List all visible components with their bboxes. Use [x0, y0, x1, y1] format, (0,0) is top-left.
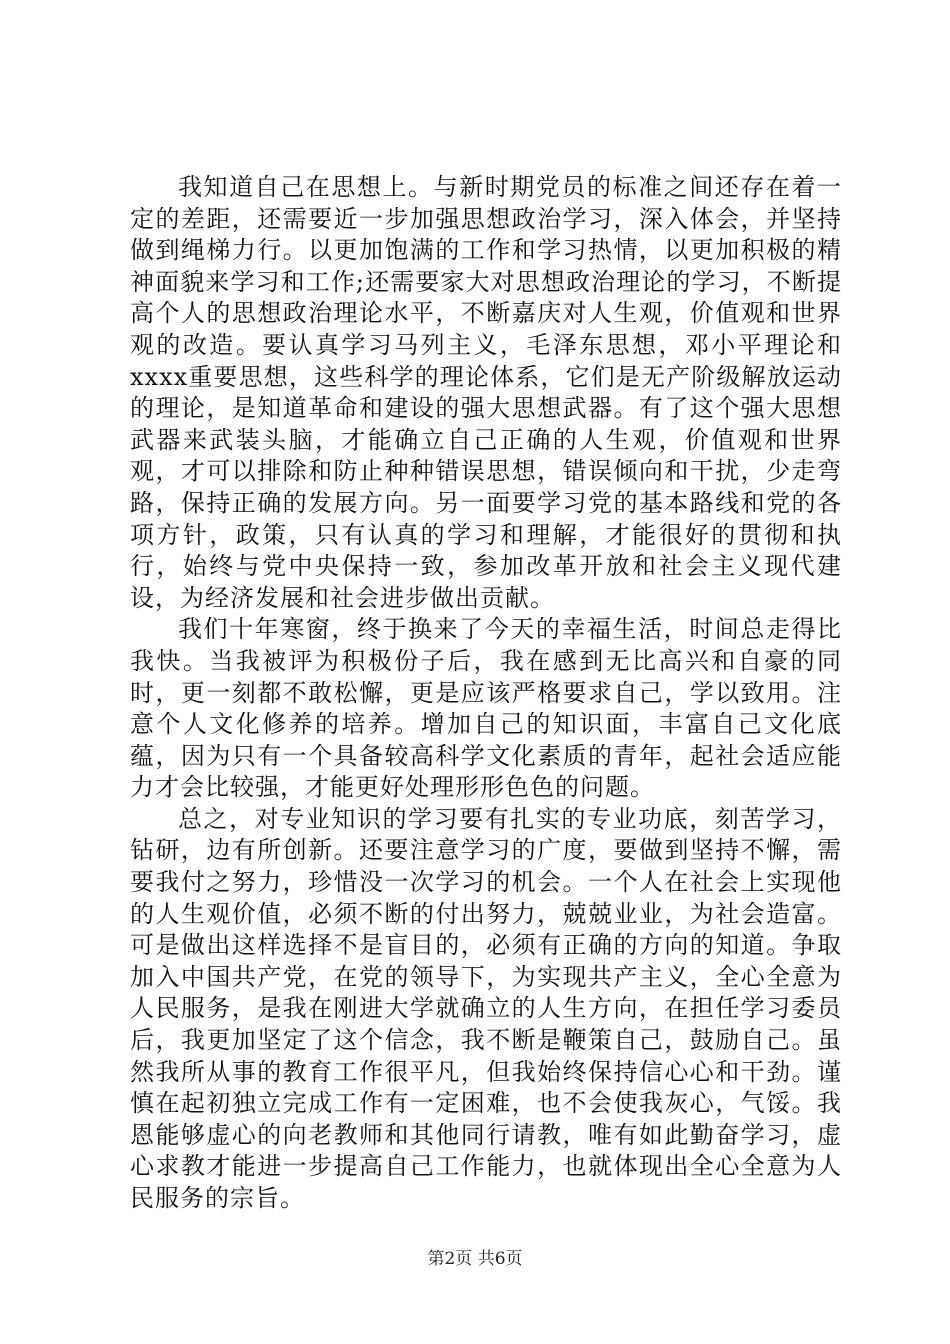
- page-number-footer: 第2页 共6页: [427, 1249, 523, 1269]
- document-body: [130, 172, 842, 1215]
- paragraph-3: 总之，对专业知识的学习要有扎实的专业功底，刻苦学习，钻研，边有所创新。还要注意学习的广度，要做到坚持不懈，需要我付之努力，珍惜没一次学习的机会。一个人在社会上实现他的人生观价值，必须不断的付出努力，兢兢业业，为社会造富。可是做出这样选择不是盲目的，必须有正确的方向的知道。争取加入中国共产党，在党的领导下，为实现共产主义，全心全意为人民服务，是我在刚进大学就确立的人生方向，在担任学习委员后，我更加坚定了这个信念，我不断是鞭策自己，鼓励自己。虽然我所从事的教育工作很平凡，但我始终保持信心心和干劲。谨慎在起初独立完成工作有一定困难，也不会使我灰心，气馁。我恩能够虚心的向老教师和其他同行请教，唯有如此勤奋学习，虚心求教才能进一步提高自己工作能力，也就体现出全心全意为人民服务的宗旨。: [130, 804, 842, 1212]
- paragraph-2: 我们十年寒窗，终于换来了今天的幸福生活，时间总走得比我快。当我被评为积极份子后，我在感到无比高兴和自豪的同时，更一刻都不敢松懈，更是应该严格要求自己，学以致用。注意个人文化修养的培养。增加自己的知识面，丰富自己文化底蕴，因为只有一个具备较高科学文化素质的青年，起社会适应能力才会比较强，才能更好处理形形色色的问题。: [130, 615, 842, 802]
- paragraph-1: 我知道自己在思想上。与新时期党员的标准之间还存在着一定的差距，还需要近一步加强思想政治学习，深入体会，并坚持做到绳梯力行。以更加饱满的工作和学习热情，以更加积极的精神面貌来学习和工作;还需要家大对思想政治理论的学习，不断提高个人的思想政治理论水平，不断嘉庆对人生观，价值观和世界观的改造。要认真学习马列主义，毛泽东思想，邓小平理论和xxxx重要思想，这些科学的理论体系，它们是无产阶级解放运动的理论，是知道革命和建设的强大思想武器。有了这个强大思想武器来武装头脑，才能确立自己正确的人生观，价值观和世界观，才可以排除和防止种种错误思想，错误倾向和干扰，少走弯路，保持正确的发展方向。另一面要学习党的基本路线和党的各项方针，政策，只有认真的学习和理解，才能很好的贯彻和执行，始终与党中央保持一致，参加改革开放和社会主义现代建设，为经济发展和社会进步做出贡献。: [130, 173, 842, 612]
